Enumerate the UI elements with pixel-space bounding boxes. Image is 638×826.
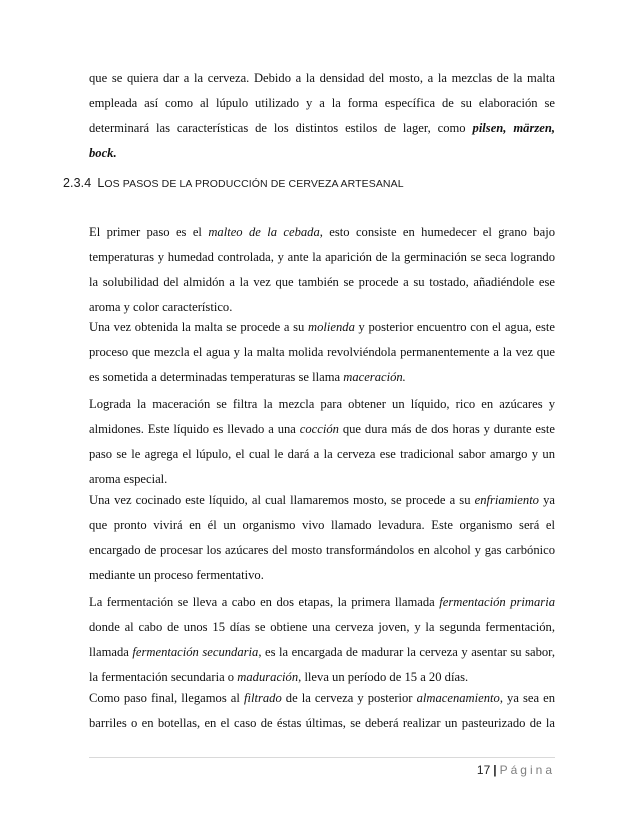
text-line: donde al cabo de unos 15 días se obtiene una cerveza joven, y la segunda fermentación, (89, 620, 555, 634)
page-number: 17 (476, 763, 491, 777)
text-line (89, 141, 555, 166)
text-line: determinará las características de los distintos estilos de lager, como pilsen, märzen, (89, 121, 555, 135)
emphasis-lager-styles: pilsen, märzen, (472, 121, 555, 135)
term-maceracion: maceración. (343, 370, 406, 384)
text-line: la solubilidad del almidón a la vez que también se procede a su tostado, añadiéndole ese (89, 275, 555, 289)
text-line: Una vez cocinado este líquido, al cual llamaremos mosto, se procede a su enfriamiento ya (89, 493, 555, 507)
text-line: El primer paso es el malteo de la cebada, esto consiste en humedecer el grano bajo (89, 225, 555, 239)
term-almacenamiento: almacenamiento (416, 691, 500, 705)
text-line: proceso que mezcla el agua y la malta molida revolviéndola permanentemente a la vez que (89, 345, 555, 359)
text-line: aroma especial. (89, 472, 168, 486)
text-line: encargado de procesar los azúcares del mosto transformándolos en alcohol y gas carbónico (89, 543, 555, 557)
text-line: que se quiera dar a la cerveza. Debido a la densidad del mosto, a la mezclas de la malta (89, 71, 555, 85)
text-line: es sometida a determinadas temperaturas se llama maceración. (89, 370, 406, 384)
term-molienda: molienda (308, 320, 355, 334)
section-number: 2.3.4 (63, 176, 92, 190)
paragraph-malteo (89, 220, 555, 320)
term-malteo: malteo de la cebada (208, 225, 320, 239)
text-line: almidones. Este líquido es llevado a una cocción que dura más de dos horas y durante este (89, 422, 556, 436)
text-line: La fermentación se lleva a cabo en dos etapas, la primera llamada fermentación primaria (89, 595, 555, 609)
text-line: llamada fermentación secundaria, es la encargada de madurar la cerveza y asentar su sabor, (89, 645, 556, 659)
term-fermentacion-primaria: fermentación primaria (439, 595, 555, 609)
term-maduracion: maduración (237, 670, 299, 684)
text-line: paso se le agrega el lúpulo, el cual le dará a la cerveza ese tradicional sabor amargo y un (89, 447, 555, 461)
text-line: que pronto vivirá en él un organismo vivo llamado levadura. Este organismo será el (89, 518, 555, 532)
section-title-initial: L (97, 176, 105, 190)
text-line: barriles o en botellas, en el caso de éstas últimas, se deberá realizar un pasteurizado de la (89, 716, 555, 730)
page-footer (477, 763, 555, 777)
footer-separator: | (493, 763, 497, 777)
page-label: Página (499, 763, 555, 777)
text-line: Lograda la maceración se filtra la mezcla para obtener un líquido, rico en azúcares y (89, 397, 555, 411)
text-line: aroma y color característico. (89, 300, 233, 314)
paragraph-coccion (89, 392, 555, 492)
section-title-rest: OS PASOS DE LA PRODUCCIÓN DE CERVEZA ARTESANAL (104, 178, 404, 190)
text-line: mediante un proceso fermentativo. (89, 568, 264, 582)
term-coccion: cocción (299, 422, 339, 436)
text-line: la fermentación secundaria o maduración, lleva un período de 15 a 20 días. (89, 670, 469, 684)
term-enfriamiento: enfriamiento (474, 493, 539, 507)
paragraph-lager-styles (89, 66, 555, 166)
term-filtrado: filtrado (243, 691, 282, 705)
term-fermentacion-secundaria: fermentación secundaria (132, 645, 259, 659)
text-line: Como paso final, llegamos al filtrado de la cerveza y posterior almacenamiento, ya sea en (89, 691, 555, 705)
paragraph-enfriamiento (89, 488, 555, 588)
text-line: Una vez obtenida la malta se procede a su molienda y posterior encuentro con el agua, este (89, 320, 555, 334)
footer-divider (89, 757, 555, 758)
section-heading (63, 176, 404, 190)
paragraph-fermentacion (89, 590, 555, 690)
paragraph-filtrado (89, 686, 555, 736)
text-line: temperaturas y humedad controlada, y ante la aparición de la germinación se seca logrando (89, 250, 555, 264)
paragraph-molienda (89, 315, 555, 390)
text-line: empleada así como al lúpulo utilizado y a la forma específica de su elaboración se (89, 96, 555, 110)
emphasis-bock: bock. (89, 146, 117, 160)
